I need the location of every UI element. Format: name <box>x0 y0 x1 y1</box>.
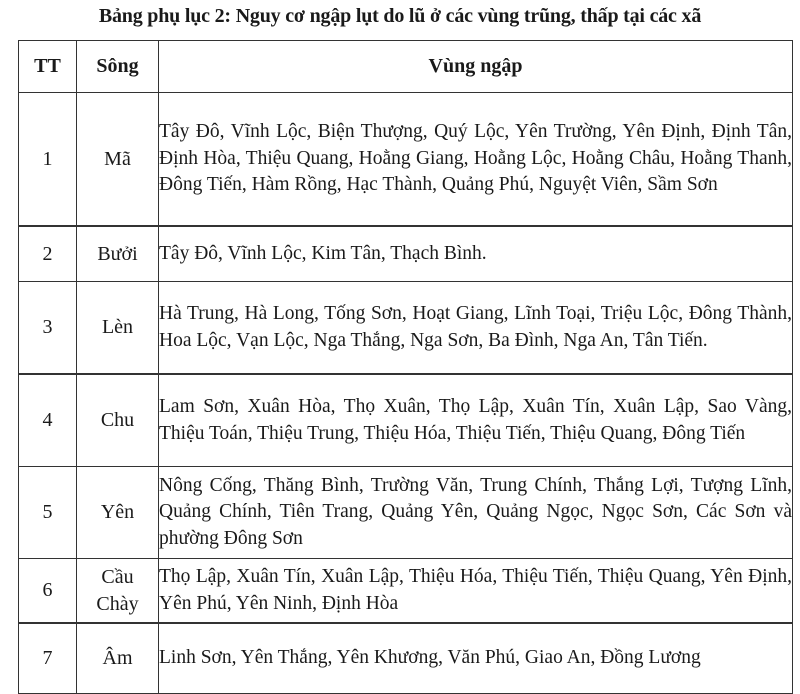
header-vung-ngap: Vùng ngập <box>159 41 793 93</box>
cell-song: Chu <box>77 374 159 467</box>
song-line-2: Chày <box>96 592 139 615</box>
cell-tt: 3 <box>19 282 77 375</box>
table-row <box>19 467 793 559</box>
cell-vung-ngap: Nông Cống, Thăng Bình, Trường Văn, Trung Chính, Thắng Lợi, Tượng Lĩnh, Quảng Chính, Tiên Trang, Quảng Yên, Quảng Ngọc, Ngọc Sơn, Các Sơn và phường Đông Sơn <box>159 467 793 559</box>
header-song: Sông <box>77 41 159 93</box>
table-title: Bảng phụ lục 2: Nguy cơ ngập lụt do lũ ở các vùng trũng, thấp tại các xã <box>98 5 702 27</box>
cell-vung-ngap: Lam Sơn, Xuân Hòa, Thọ Xuân, Thọ Lập, Xuân Tín, Xuân Lập, Sao Vàng, Thiệu Toán, Thiệu Trung, Thiệu Hóa, Thiệu Tiến, Thiệu Quang, Đông Tiến <box>159 374 793 467</box>
flood-risk-table <box>18 40 793 694</box>
cell-tt: 7 <box>19 623 77 694</box>
table-header-row <box>19 41 793 93</box>
table-row <box>19 559 793 624</box>
cell-vung-ngap: Hà Trung, Hà Long, Tống Sơn, Hoạt Giang, Lĩnh Toại, Triệu Lộc, Đông Thành, Hoa Lộc, Vạn Lộc, Nga Thắng, Nga Sơn, Ba Đình, Nga An, Tân Tiến. <box>159 282 793 375</box>
cell-song: Âm <box>77 623 159 694</box>
cell-song: Lèn <box>77 282 159 375</box>
cell-vung-ngap: Tây Đô, Vĩnh Lộc, Biện Thượng, Quý Lộc, Yên Trường, Yên Định, Định Tân, Định Hòa, Thiệu Quang, Hoằng Giang, Hoằng Lộc, Hoằng Châu, Hoằng Thanh, Đông Tiến, Hàm Rồng, Hạc Thành, Quảng Phú, Nguyệt Viên, Sầm Sơn <box>159 93 793 227</box>
header-tt: TT <box>19 41 77 93</box>
cell-tt: 2 <box>19 226 77 282</box>
cell-song <box>77 559 159 624</box>
cell-tt: 5 <box>19 467 77 559</box>
cell-vung-ngap: Linh Sơn, Yên Thắng, Yên Khương, Văn Phú, Giao An, Đồng Lương <box>159 623 793 694</box>
cell-song: Bưởi <box>77 226 159 282</box>
table-row <box>19 623 793 694</box>
cell-tt: 6 <box>19 559 77 624</box>
cell-song: Mã <box>77 93 159 227</box>
cell-song: Yên <box>77 467 159 559</box>
cell-vung-ngap: Tây Đô, Vĩnh Lộc, Kim Tân, Thạch Bình. <box>159 226 793 282</box>
table-row <box>19 93 793 227</box>
table-row <box>19 374 793 467</box>
cell-tt: 4 <box>19 374 77 467</box>
table-row <box>19 282 793 375</box>
table-row <box>19 226 793 282</box>
song-line-1: Cầu <box>101 565 134 588</box>
cell-tt: 1 <box>19 93 77 227</box>
cell-vung-ngap: Thọ Lập, Xuân Tín, Xuân Lập, Thiệu Hóa, Thiệu Tiến, Thiệu Quang, Yên Định, Yên Phú, Yên Ninh, Định Hòa <box>159 559 793 624</box>
